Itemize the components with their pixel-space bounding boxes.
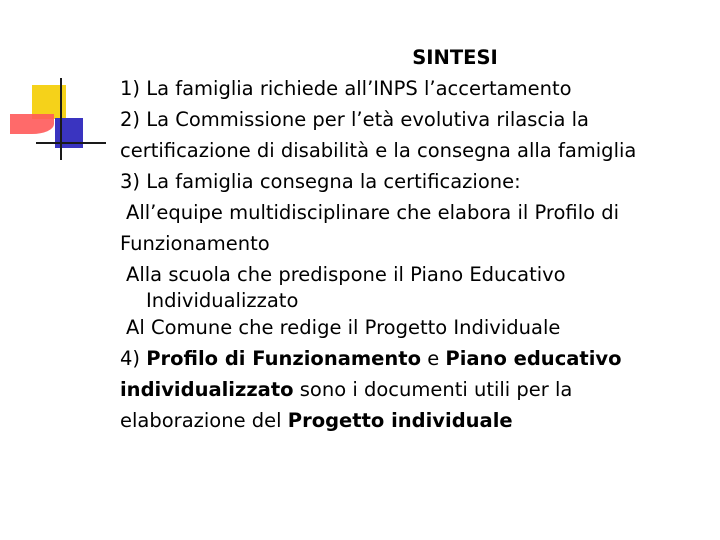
bold-piano: Piano educativo bbox=[445, 347, 622, 370]
slide-title: SINTESI bbox=[412, 46, 498, 69]
decorative-corner-graphic bbox=[0, 0, 110, 170]
point-4-mid: sono i documenti utili per la bbox=[293, 378, 573, 401]
red-bar-shape bbox=[10, 114, 54, 134]
point-4-line-2 bbox=[120, 374, 700, 405]
horizontal-line-shape bbox=[36, 142, 106, 144]
text-line-7: Alla scuola che predispone il Piano Educativo bbox=[126, 263, 566, 286]
text-line-2: 2) La Commissione per l’età evolutiva rilascia la bbox=[120, 108, 590, 131]
point-4-connector: e bbox=[421, 347, 446, 370]
point-4-line-3 bbox=[120, 405, 700, 436]
text-line-1: 1) La famiglia richiede all’INPS l’accertamento bbox=[120, 77, 572, 100]
text-line-5: All’equipe multidisciplinare che elabora il Profilo di bbox=[126, 201, 620, 224]
slide-content bbox=[120, 42, 700, 436]
point-4-lead: elaborazione del bbox=[120, 409, 288, 432]
bold-profilo: Profilo di Funzionamento bbox=[146, 347, 422, 370]
text-line-8: Individualizzato bbox=[146, 289, 299, 312]
point-4-prefix: 4) bbox=[120, 347, 147, 370]
text-line-4: 3) La famiglia consegna la certificazione: bbox=[120, 170, 521, 193]
text-line-6: Funzionamento bbox=[120, 232, 270, 255]
point-4-line-1 bbox=[120, 343, 700, 374]
vertical-line-shape bbox=[60, 78, 62, 160]
text-line-9: Al Comune che redige il Progetto Individuale bbox=[126, 316, 561, 339]
bold-individualizzato: individualizzato bbox=[120, 378, 294, 401]
text-line-3: certificazione di disabilità e la consegna alla famiglia bbox=[120, 139, 637, 162]
bold-progetto: Progetto individuale bbox=[287, 409, 513, 432]
